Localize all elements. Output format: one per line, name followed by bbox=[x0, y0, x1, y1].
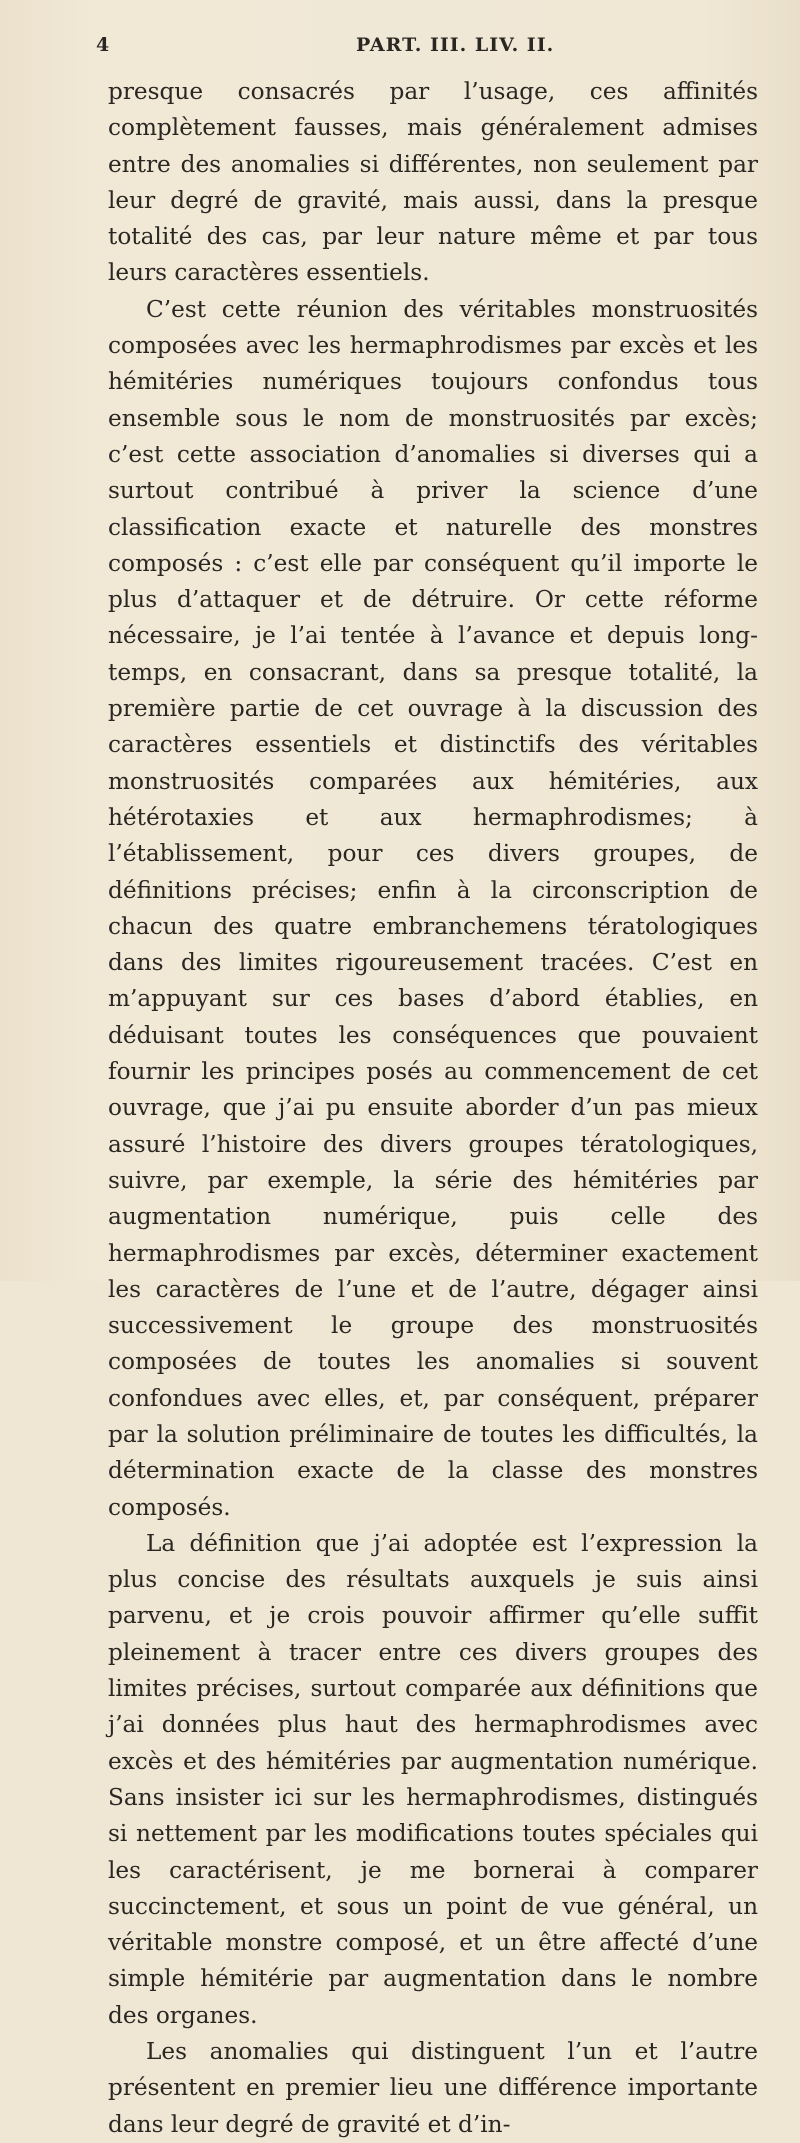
paragraph-1: presque consacrés par l’usage, ces affinités complètement fausses, mais généralement admises entre des anomalies si différentes, non seulement par leur degré de gravité, mais aussi, dans la presque totalité des cas, par leur nature même et par tous leurs caractères essentiels. bbox=[108, 78, 758, 287]
paragraph-4: Les anomalies qui distinguent l’un et l’autre présentent en premier lieu une différence importante dans leur degré de gravité et d’in- bbox=[108, 2038, 758, 2138]
paragraph-2: C’est cette réunion des véritables monstruosités composées avec les hermaphrodismes par excès et les hémitéries numériques toujours confondus tous ensemble sous le nom de monstruosités par excès; c’est cette association d’anomalies si diverses qui a surtout contribué à priver la science d’une classification exacte et naturelle des monstres composés : c’est elle par conséquent qu’il importe le plus d’attaquer et de détruire. Or cette réforme nécessaire, je l’ai tentée à l’avance et depuis long-temps, en consacrant, dans sa presque totalité, la première partie de cet ouvrage à la discussion des caractères essentiels et distinctifs des véritables monstruosités comparées aux hémitéries, aux hétérotaxies et aux hermaphrodismes; à l’établissement, pour ces divers groupes, de définitions précises; enfin à la circonscription de chacun des quatre embranchemens tératologiques dans des limites rigoureusement tracées. C’est en m’appuyant sur ces bases d’abord établies, en déduisant toutes les conséquences que pouvaient fournir les principes posés au commencement de cet ouvrage, que j’ai pu ensuite aborder d’un pas mieux assuré l’histoire des divers groupes tératologiques, suivre, par exemple, la série des hémitéries par augmentation numérique, puis celle des hermaphrodismes par excès, déterminer exactement les caractères de l’une et de l’autre, dégager ainsi successivement le groupe des monstruosités composées de toutes les anomalies si souvent confondues avec elles, et, par conséquent, préparer par la solution préliminaire de toutes les difficultés, la détermination exacte de la classe des monstres composés. bbox=[108, 295, 758, 1521]
running-title: PART. III. LIV. II. bbox=[356, 34, 555, 56]
paragraph-3: La définition que j’ai adoptée est l’expression la plus concise des résultats auxquels je suis ainsi parvenu, et je crois pouvoir affirmer qu’elle suffit pleinement à tracer entre ces divers groupes des limites précises, surtout comparée aux définitions que j’ai données plus haut des hermaphrodismes avec excès et des hémitéries par augmentation numérique. Sans insister ici sur les hermaphrodismes, distingués si nettement par les modifications toutes spéciales qui les caractérisent, je me bornerai à comparer succinctement, et sous un point de vue général, un véritable monstre composé, et un être affecté d’une simple hémitérie par augmentation dans le nombre des organes. bbox=[108, 1529, 758, 2029]
running-header bbox=[96, 34, 758, 74]
page-number: 4 bbox=[96, 34, 111, 56]
body-text bbox=[108, 74, 758, 2143]
